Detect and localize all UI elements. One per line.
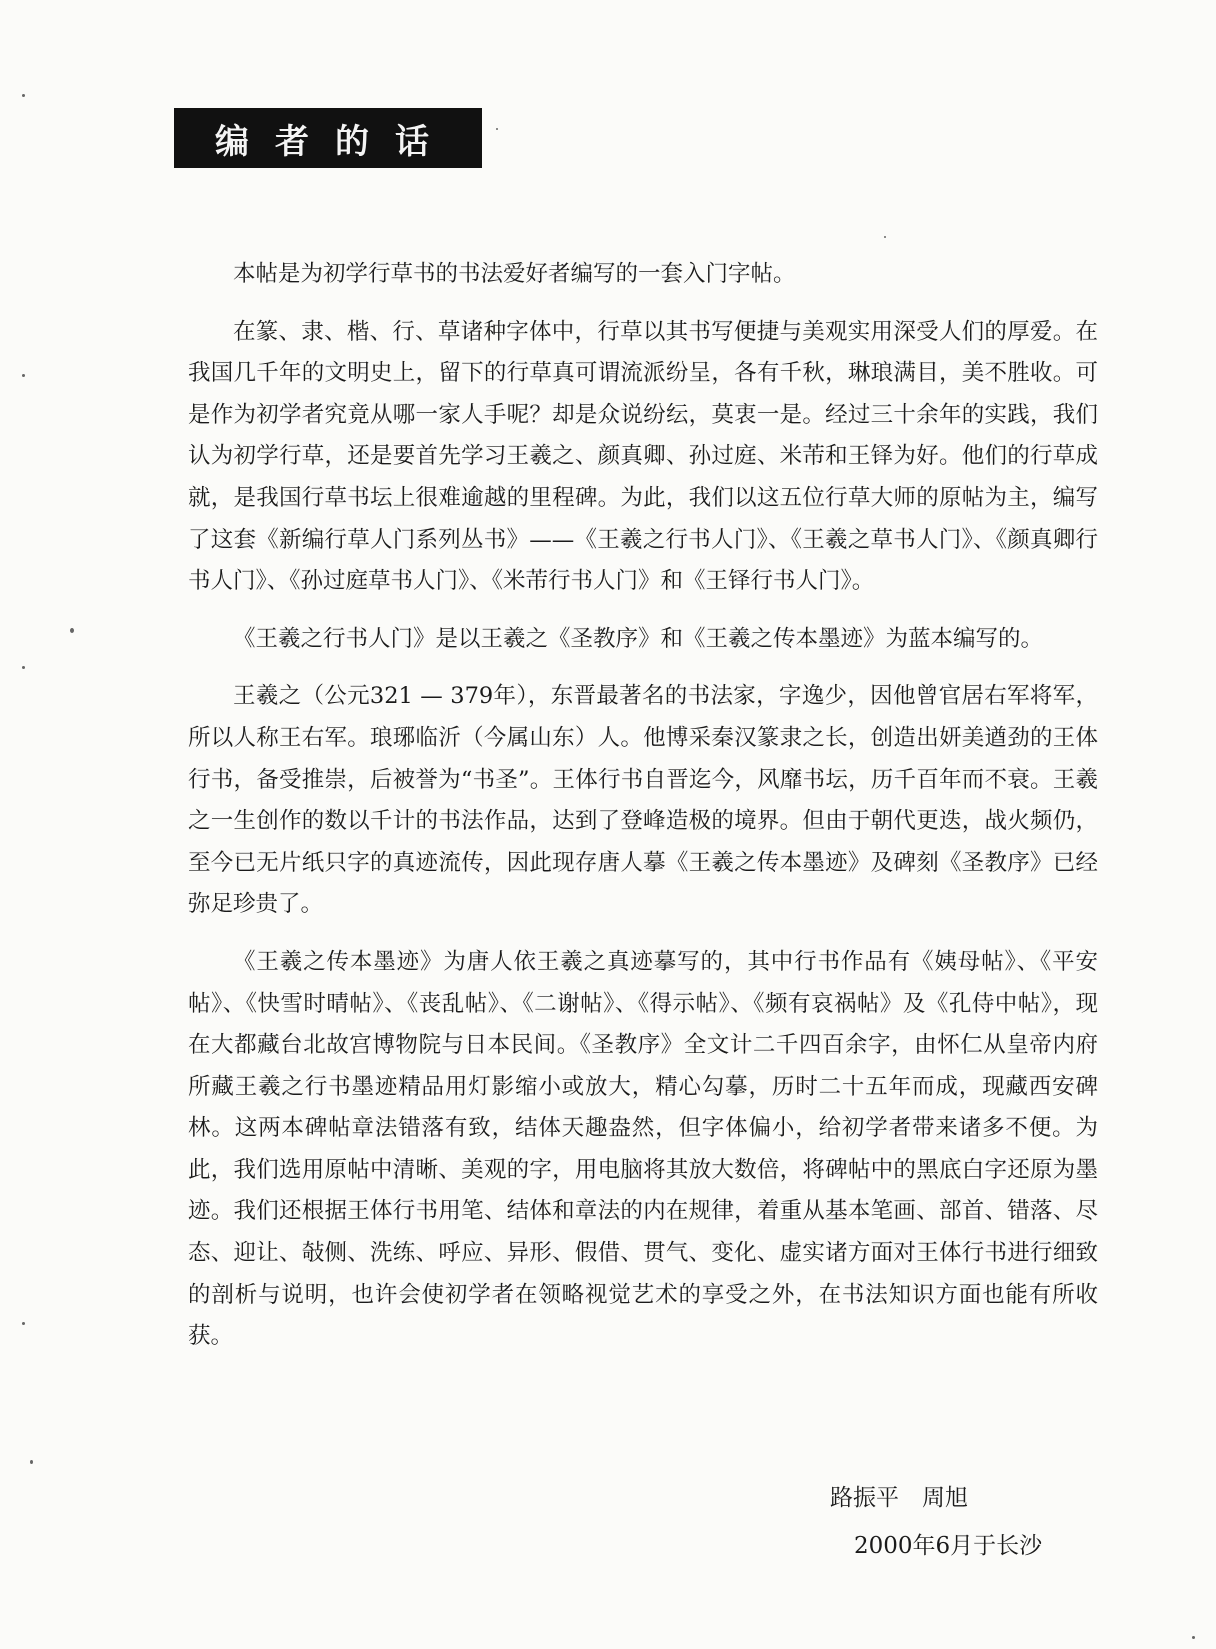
scan-speck (30, 1460, 33, 1464)
scan-speck (22, 94, 25, 97)
signature-date: 2000年6月于长沙 (854, 1533, 1043, 1559)
signature-authors: 路振平 周旭 (830, 1485, 968, 1511)
scan-speck (22, 374, 25, 377)
scan-speck (22, 1322, 25, 1325)
paragraph-series: 在篆、隶、楷、行、草诸种字体中，行草以其书写便捷与美观实用深受人们的厚爱。在我国几千年的文明史上，留下的行草真可谓流派纷呈，各有千秋，琳琅满目，美不胜收。可是作为初学者究竟从哪一家人手呢？却是众说纷纭，莫衷一是。经过三十余年的实践，我们认为初学行草，还是要首先学习王羲之、颜真卿、孙过庭、米芾和王铎为好。他们的行草成就，是我国行草书坛上很难逾越的里程碑。为此，我们以这五位行草大师的原帖为主，编写了这套《新编行草人门系列丛书》——《王羲之行书人门》、《王羲之草书人门》、《颜真卿行书人门》、《孙过庭草书人门》、《米芾行书人门》和《王铎行书人门》。 (188, 318, 1098, 595)
scan-speck (884, 236, 886, 238)
scan-speck (70, 628, 74, 633)
scan-speck (496, 128, 498, 130)
preface-body (188, 254, 1098, 1374)
scan-speck (22, 666, 25, 669)
page-title: 编者的话 (174, 108, 482, 168)
paragraph-book-basis: 《王羲之行书人门》是以王羲之《圣教序》和《王羲之传本墨迹》为蓝本编写的。 (233, 625, 1044, 652)
signature-block (830, 1474, 1042, 1570)
paragraph-source-works: 《王羲之传本墨迹》为唐人依王羲之真迹摹写的，其中行书作品有《姨母帖》、《平安帖》、《快雪时晴帖》、《丧乱帖》、《二谢帖》、《得示帖》、《频有哀祸帖》及《孔侍中帖》，现在大都藏台北故宫博物院与日本民间。《圣教序》全文计二千四百余字，由怀仁从皇帝内府所藏王羲之行书墨迹精品用灯影缩小或放大，精心勾摹，历时二十五年而成，现藏西安碑林。这两本碑帖章法错落有致，结体天趣盎然，但字体偏小，给初学者带来诸多不便。为此，我们选用原帖中清晰、美观的字，用电脑将其放大数倍，将碑帖中的黑底白字还原为墨迹。我们还根据王体行书用笔、结体和章法的内在规律，着重从基本笔画、部首、错落、尽态、迎让、敧侧、洗练、呼应、异形、假借、贯气、变化、虚实诸方面对王体行书进行细致的剖析与说明，也许会使初学者在领略视觉艺术的享受之外，在书法知识方面也能有所收获。 (188, 948, 1098, 1350)
scan-speck (1192, 1636, 1195, 1639)
paragraph-wang-xizhi-bio: 王羲之（公元321 — 379年），东晋最著名的书法家，字逸少，因他曾官居右军将军，所以人称王右军。琅琊临沂（今属山东）人。他博采秦汉篆隶之长，创造出妍美遒劲的王体行书，备受推崇，后被誉为“书圣”。王体行书自晋迄今，风靡书坛，历千百年而不衰。王羲之一生创作的数以千计的书法作品，达到了登峰造极的境界。但由于朝代更迭，战火频仍，至今已无片纸只字的真迹流传，因此现存唐人摹《王羲之传本墨迹》及碑刻《圣教序》已经弥足珍贵了。 (188, 683, 1098, 918)
paragraph-intro: 本帖是为初学行草书的书法爱好者编写的一套入门字帖。 (233, 261, 796, 287)
